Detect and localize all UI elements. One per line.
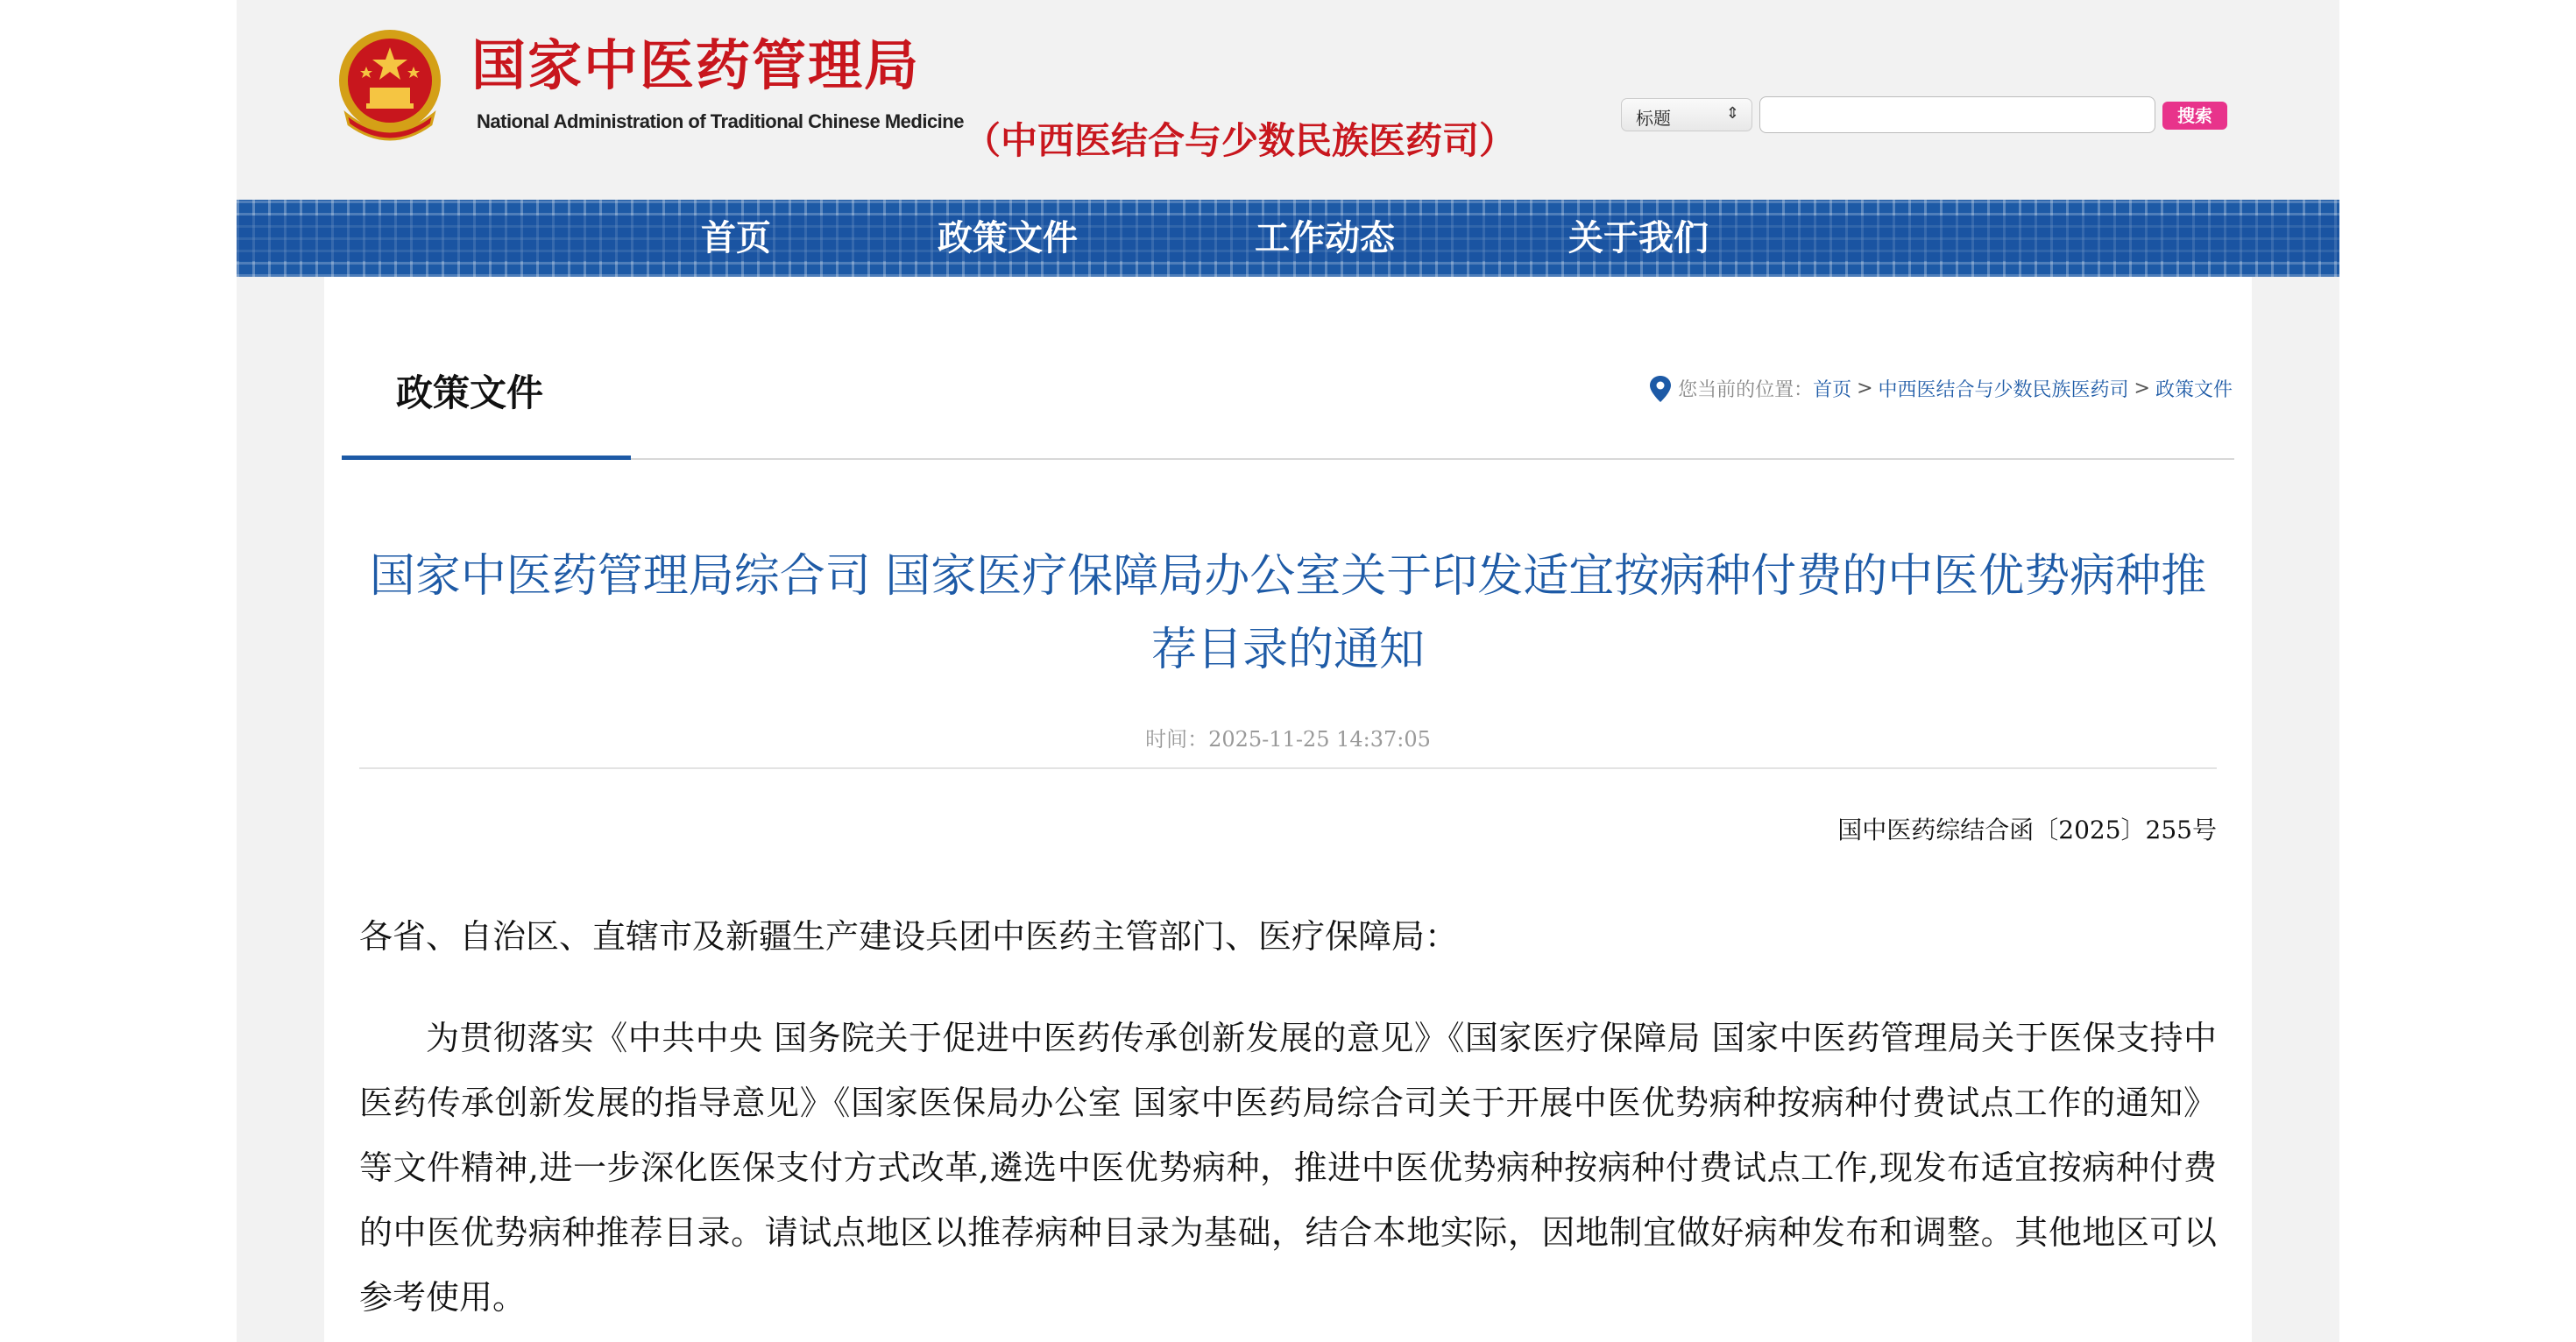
article-salutation: 各省、自治区、直辖市及新疆生产建设兵团中医药主管部门、医疗保障局： bbox=[359, 917, 1459, 956]
nav-item-news[interactable]: 工作动态 bbox=[1255, 218, 1395, 258]
location-pin-icon bbox=[1650, 376, 1671, 402]
page-container bbox=[237, 0, 2339, 1342]
breadcrumb-home[interactable]: 首页 bbox=[1813, 379, 1852, 401]
document-number: 国中医药综结合函〔2025〕255号 bbox=[1837, 816, 2217, 844]
nav-item-home[interactable]: 首页 bbox=[701, 218, 771, 258]
breadcrumb-department[interactable]: 中西医结合与少数民族医药司 bbox=[1878, 379, 2129, 401]
site-name-en[interactable]: National Administration of Traditional Chinese Medicine bbox=[477, 110, 964, 132]
section-title: 政策文件 bbox=[396, 371, 544, 414]
breadcrumb-separator: > bbox=[2134, 378, 2150, 399]
main-nav bbox=[237, 200, 2339, 277]
breadcrumb-separator: > bbox=[1857, 378, 1873, 399]
article-paragraph: 为贯彻落实《中共中央 国务院关于促进中医药传承创新发展的意见》《国家医疗保障局 国家中医药管理局关于医保支持中医药传承创新发展的指导意见》《国家医保局办公室 国家中医药局综合司关于开展中医优势病种按病种付费试点工作的通知》等文件精神,进一步深化医保支付方式改革,遴选中医优势病种，推进中医优势病种按病种付费试点工作,现发布适宜按病种付费的中医优势病种推荐目录。请试点地区以推荐病种目录为基础，结合本地实际，因地制宜做好病种发布和调整。其他地区可以参考使用。 bbox=[359, 1019, 2217, 1317]
search-scope-select[interactable] bbox=[1621, 98, 1752, 131]
search-button[interactable]: 搜索 bbox=[2162, 102, 2227, 130]
breadcrumb-policy[interactable]: 政策文件 bbox=[2155, 379, 2233, 401]
content-card bbox=[324, 277, 2252, 1342]
national-emblem-icon[interactable] bbox=[333, 26, 447, 149]
search-scope-value: 标题 bbox=[1636, 108, 1671, 129]
section-title-underline bbox=[342, 456, 631, 460]
article-title: 国家中医药管理局综合司 国家医疗保障局办公室关于印发适宜按病种付费的中医优势病种推荐目录的通知 bbox=[369, 550, 2207, 676]
search-input[interactable] bbox=[1759, 96, 2155, 133]
article-time: 时间：2025-11-25 14:37:05 bbox=[1145, 727, 1431, 752]
breadcrumb-prefix: 您当前的位置： bbox=[1678, 379, 1814, 401]
nav-item-about[interactable]: 关于我们 bbox=[1568, 218, 1709, 258]
site-header bbox=[237, 0, 2339, 200]
site-name[interactable]: 国家中医药管理局 bbox=[471, 33, 921, 97]
department-name: （中西医结合与少数民族医药司） bbox=[964, 119, 1517, 162]
nav-item-policy[interactable]: 政策文件 bbox=[938, 218, 1078, 258]
article-divider bbox=[359, 767, 2217, 769]
breadcrumb bbox=[1650, 375, 2233, 402]
chevron-updown-icon: ⇕ bbox=[1725, 104, 1739, 123]
